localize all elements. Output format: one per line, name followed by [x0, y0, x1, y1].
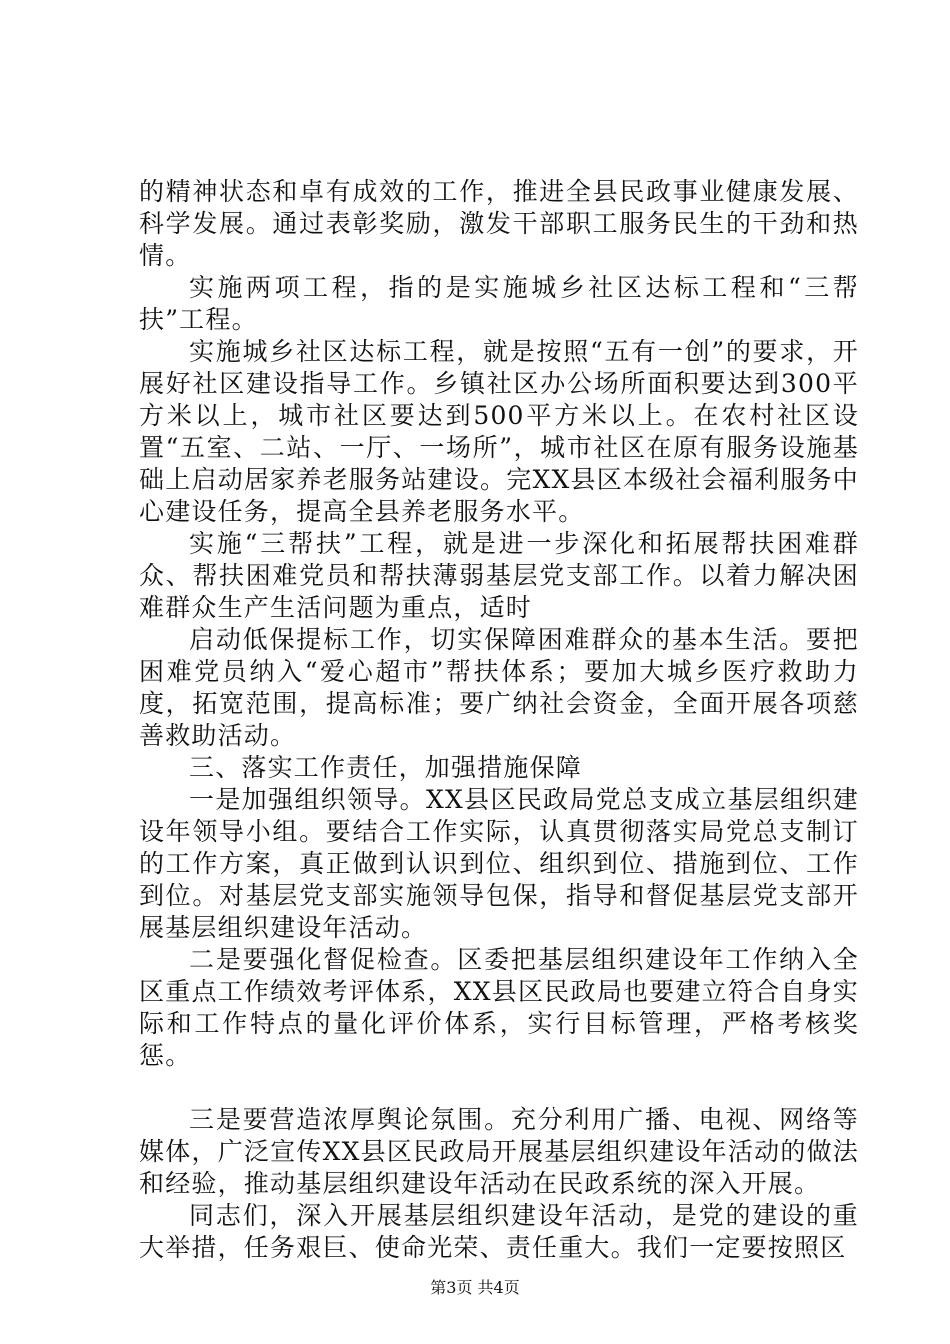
paragraph-10: 同志们，深入开展基层组织建设年活动，是党的建设的重大举措，任务艰巨、使命光荣、责任重大。我们一定要按照区: [139, 1201, 859, 1262]
paragraph-3: 实施城乡社区达标工程，就是按照“五有一创”的要求，开展好社区建设指导工作。乡镇社区办公场所面积要达到300平方米以上，城市社区要达到500平方米以上。在农村社区设置“五室、二站、一厅、一场所”，城市社区在原有服务设施基础上启动居家养老服务站建设。完XX县区本级社会福利服务中心建设任务，提高全县养老服务水平。: [139, 337, 859, 526]
document-body: [139, 176, 859, 1264]
paragraph-1: 的精神状态和卓有成效的工作，推进全县民政事业健康发展、科学发展。通过表彰奖励，激发干部职工服务民生的干劲和热情。: [139, 177, 859, 270]
page-footer: 第3页 共4页: [430, 1278, 520, 1297]
paragraph-5: 启动低保提标工作，切实保障困难群众的基本生活。要把困难党员纳入“爱心超市”帮扶体系；要加大城乡医疗救助力度，拓宽范围，提高标准；要广纳社会资金，全面开展各项慈善救助活动。: [139, 625, 859, 750]
paragraph-4: 实施“三帮扶”工程，就是进一步深化和拓展帮扶困难群众、帮扶困难党员和帮扶薄弱基层党支部工作。以着力解决困难群众生产生活问题为重点，适时: [139, 529, 859, 622]
paragraph-7: 一是加强组织领导。XX县区民政局党总支成立基层组织建设年领导小组。要结合工作实际，认真贯彻落实局党总支制订的工作方案，真正做到认识到位、组织到位、措施到位、工作到位。对基层党支部实施领导包保，指导和督促基层党支部开展基层组织建设年活动。: [139, 785, 859, 942]
section-heading: 三、落实工作责任，加强措施保障: [189, 753, 583, 782]
paragraph-2: 实施两项工程，指的是实施城乡社区达标工程和“三帮扶”工程。: [139, 273, 859, 334]
paragraph-9: 三是要营造浓厚舆论氛围。充分利用广播、电视、网络等媒体，广泛宣传XX县区民政局开展基层组织建设年活动的做法和经验，推动基层组织建设年活动在民政系统的深入开展。: [139, 1105, 859, 1198]
paragraph-8: 二是要强化督促检查。区委把基层组织建设年工作纳入全区重点工作绩效考评体系，XX县区民政局也要建立符合自身实际和工作特点的量化评价体系，实行目标管理，严格考核奖惩。: [139, 945, 859, 1070]
